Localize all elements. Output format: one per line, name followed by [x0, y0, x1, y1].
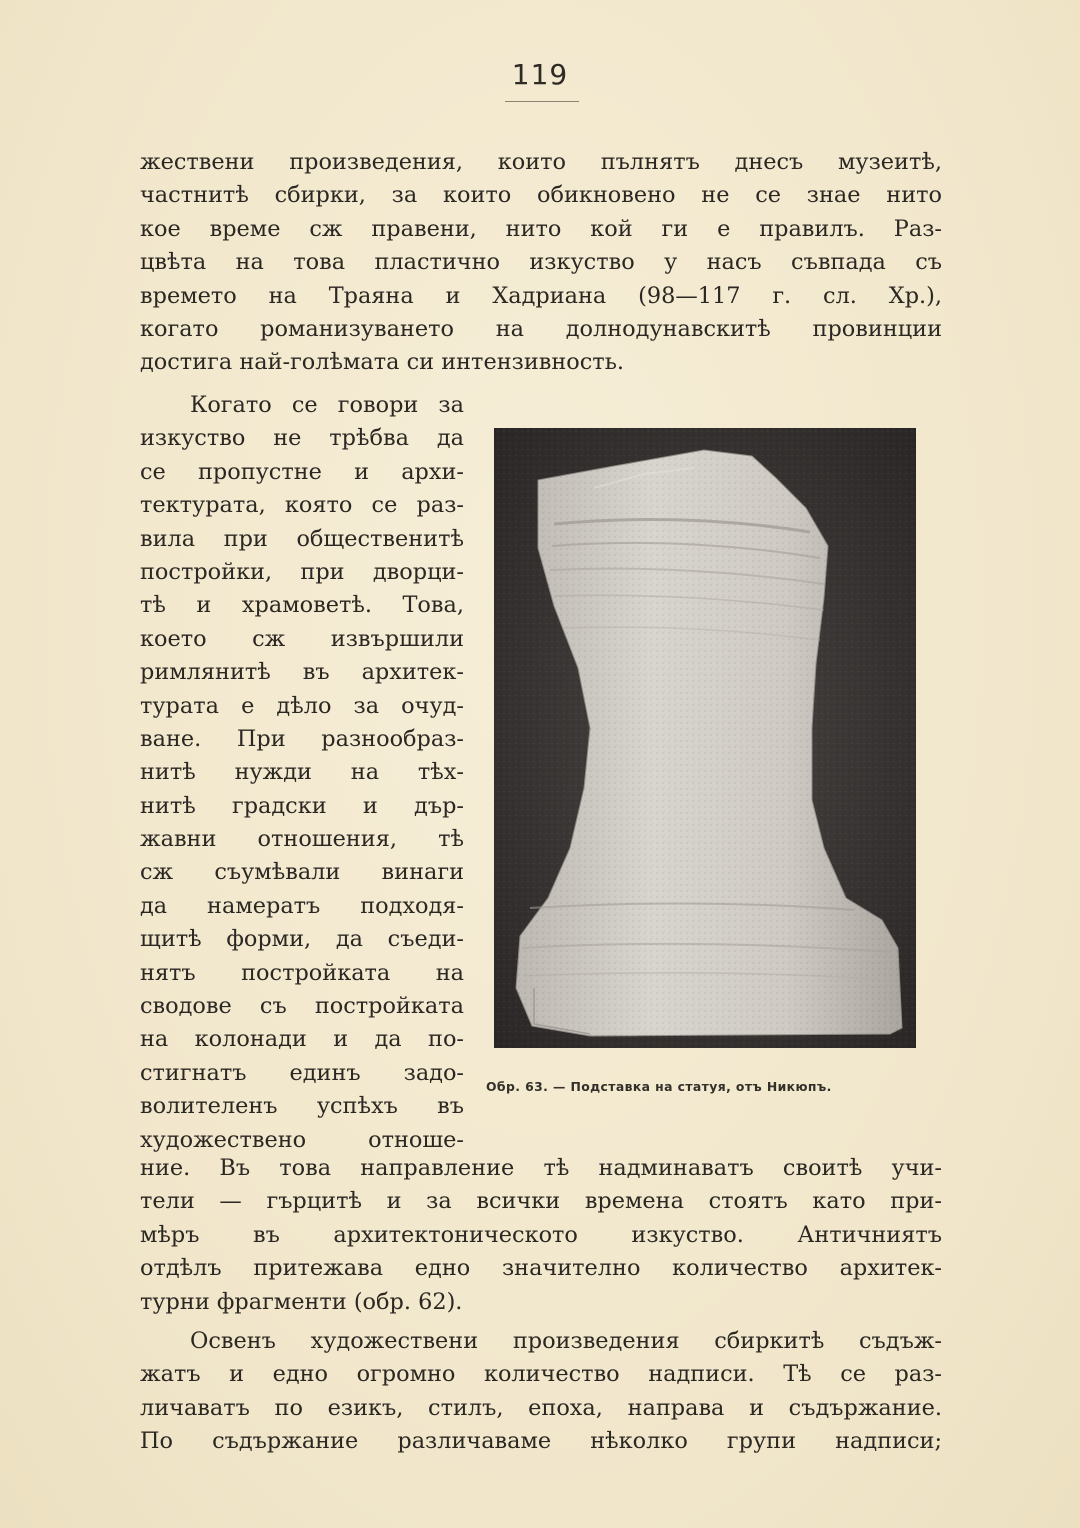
text-line: кое време сж правени, нито кой ги е правилъ. Раз- — [140, 215, 942, 242]
text-line: щитѣ форми, да съеди- — [140, 926, 464, 953]
statue-pedestal-image — [494, 428, 916, 1048]
text-line: жествени произведения, които пълнятъ днесъ музеитѣ, — [140, 149, 942, 175]
text-line: тѣ и храмоветѣ. Това, — [140, 592, 464, 619]
figure-statue-pedestal-photo — [494, 428, 916, 1048]
text-line: нятъ постройката на — [140, 959, 464, 986]
text-line: частнитѣ сбирки, за които обикновено не се знае нито — [140, 182, 942, 209]
text-line: волителенъ успѣхъ въ — [140, 1093, 464, 1120]
text-line: ние. Въ това направление тѣ надминаватъ своитѣ учи- — [140, 1155, 942, 1181]
text-line: турни фрагменти (обр. 62). — [140, 1288, 463, 1315]
text-line: изкуство не трѣбва да — [140, 425, 464, 452]
text-line: римлянитѣ въ архитек- — [140, 659, 464, 686]
text-line: Когато се говори за — [190, 392, 464, 418]
paragraph-3 — [140, 1325, 942, 1459]
text-line: сводове съ постройката — [140, 993, 464, 1020]
paragraph-1 — [140, 146, 942, 380]
text-line: турата е дѣло за очуд- — [140, 692, 464, 719]
page-number: 119 — [511, 58, 569, 91]
paragraph-2-narrow-column — [140, 389, 464, 1157]
text-line: отдѣлъ притежава едно значително количество архитек- — [140, 1255, 942, 1282]
text-line: По съдържание различаваме нѣколко групи надписи; — [140, 1428, 942, 1455]
text-line: ване. При разнообраз- — [140, 725, 464, 752]
text-line: тели — гърцитѣ и за всички времена стоятъ като при- — [140, 1188, 942, 1215]
text-line: жатъ и едно огромно количество надписи. Тѣ се раз- — [140, 1361, 942, 1388]
text-line: сж съумѣвали винаги — [140, 859, 464, 886]
text-line: нитѣ нужди на тѣх- — [140, 759, 464, 786]
text-line: тектурата, която се раз- — [140, 492, 464, 519]
text-line: което сж извършили — [140, 625, 464, 652]
paragraph-2-continued — [140, 1152, 942, 1319]
text-line: цвѣта на това пластично изкуство у насъ съвпада съ — [140, 249, 942, 276]
text-line: на колонади и да по- — [140, 1026, 464, 1053]
text-line: нитѣ градски и дър- — [140, 792, 464, 819]
text-line: Освенъ художествени произведения сбиркитѣ съдъж- — [190, 1328, 942, 1354]
text-line: достига най-голѣмата си интензивность. — [140, 349, 625, 376]
text-line: вила при общественитѣ — [140, 525, 464, 552]
text-line: се пропустне и архи- — [140, 458, 464, 485]
text-line: когато романизуването на долнодунавскитѣ провинции — [140, 315, 942, 342]
page-number-rule — [505, 101, 579, 102]
text-line: да намератъ подходя- — [140, 892, 464, 919]
text-line: личаватъ по езикъ, стилъ, епоха, направа и съдържание. — [140, 1394, 942, 1421]
text-line: художествено отноше- — [140, 1126, 464, 1153]
text-line: постройки, при дворци- — [140, 558, 464, 585]
text-line: жавни отношения, тѣ — [140, 826, 464, 853]
figure-caption: Обр. 63. — Подставка на статуя, отъ Никюпъ. — [486, 1079, 832, 1094]
text-line: стигнатъ единъ задо- — [140, 1059, 464, 1086]
text-line: мѣръ въ архитектоническото изкуство. Античниятъ — [140, 1221, 942, 1248]
text-line: времето на Траяна и Хадриана (98—117 г. сл. Хр.), — [140, 282, 942, 309]
